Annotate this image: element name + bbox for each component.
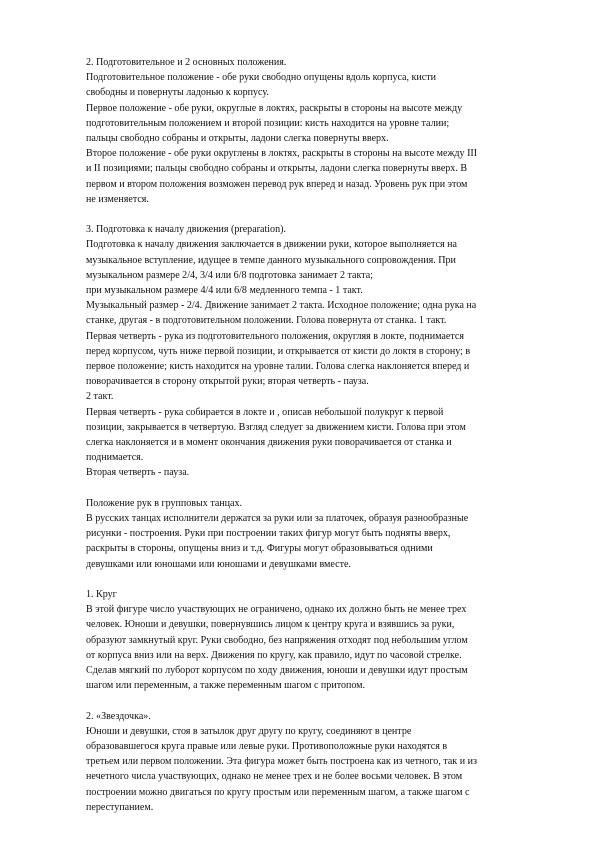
section-star: 2. «Звездочка». Юноши и девушки, стоя в затылок друг другу по кругу, соединяют в центре образовавшегося круга правые или левые руки. Противоположные руки находятся в третьем или первом положении. Эта фигура может быть построена как из четного, так и из нечетного числа участвующих, однако не менее трех и не более восьми человек. В этом построении можно двигаться по кругу простым или переменным шагом, а также шагом с переступанием. <box>86 710 477 813</box>
section-hand-positions: 2. Подготовительное и 2 основных положения. Подготовительное положение - обе руки свободно опущены вдоль корпуса, кисти свободны и повернуты ладонью к корпусу. Первое положение - обе руки, округлые в локтях, раскрыты в стороны на высоте между подготовительным положением и второй позиции: кисть находится на уровне талии; пальцы свободно собраны и открыты, ладони слегка повернуты вверх. Второе положение - обе руки округлены в локтях, раскрыты в стороны на высоте между III и II позициями; пальцы свободно собраны и открыты, ладони слегка повернуты вверх. В первом и втором положения возможен перевод рук вперед и назад. Уровень рук при этом не изменяется. <box>86 57 478 205</box>
section-circle: 1. Круг В этой фигуре число участвующих не ограничено, однако их должно быть не менее трех человек. Юноши и девушки, повернувшись лицом к центру круга и взявшись за руки, образуют замкнутый круг. Руки свободно, без напряжения отходят под небольшим углом от корпуса вниз или на верх. Движения по кругу, как правило, идут по часовой стрелке. Сделав мягкий по луборот корпусом по ходу движения, юноши и девушки идут простым шагом или переменным, а также переменным шагом с притопом. <box>86 589 468 692</box>
spacer <box>86 481 566 496</box>
spacer <box>86 207 566 222</box>
spacer <box>86 572 566 587</box>
section-preparation: 3. Подготовка к началу движения (preparation). Подготовка к началу движения заключается в движении руки, которое выполняется на музыкальное вступление, идущее в темпе данного музыкального сопровождения. При музыкальном размере 2/4, 3/4 или 6/8 подготовка занимает 2 такта; при музыкальном размере 4/4 или 6/8 медленного темпа - 1 такт. Музыкальный размер - 2/4. Движение занимает 2 такта. Исходное положение; одна рука на станке, другая - в подготовительном положении. Голова повернута от станка. 1 такт. Первая четверть - рука из подготовительного положения, округляя в локте, поднимается перед корпусом, чуть ниже первой позиции, и открывается от кисти до локтя в сторону; в первое положение; кисть находится на уровне талии. Голова слегка наклоняется вперед и поворачивается в сторону открытой руки; вторая четверть - пауза. 2 такт. Первая четверть - рука собирается в локте и , описав небольшой полукруг к первой позиции, закрывается в четвертую. Взгляд следует за движением кисти. Голова при этом слегка наклоняется и в момент окончания движения руки поворачивается от станка и поднимается. Вторая четверть - пауза. <box>86 224 477 479</box>
document-page <box>86 55 566 815</box>
spacer <box>86 693 566 708</box>
section-group-dances: Положение рук в групповых танцах. В русских танцах исполнители держатся за руки или за платочек, образуя разнообразные рисунки - построения. Руки при построении таких фигур могут быть подняты вверх, раскрыты в стороны, опущены вниз и т.д. Фигуры могут образовываться одними девушками или юношами или юношами и девушками вместе. <box>86 497 469 570</box>
